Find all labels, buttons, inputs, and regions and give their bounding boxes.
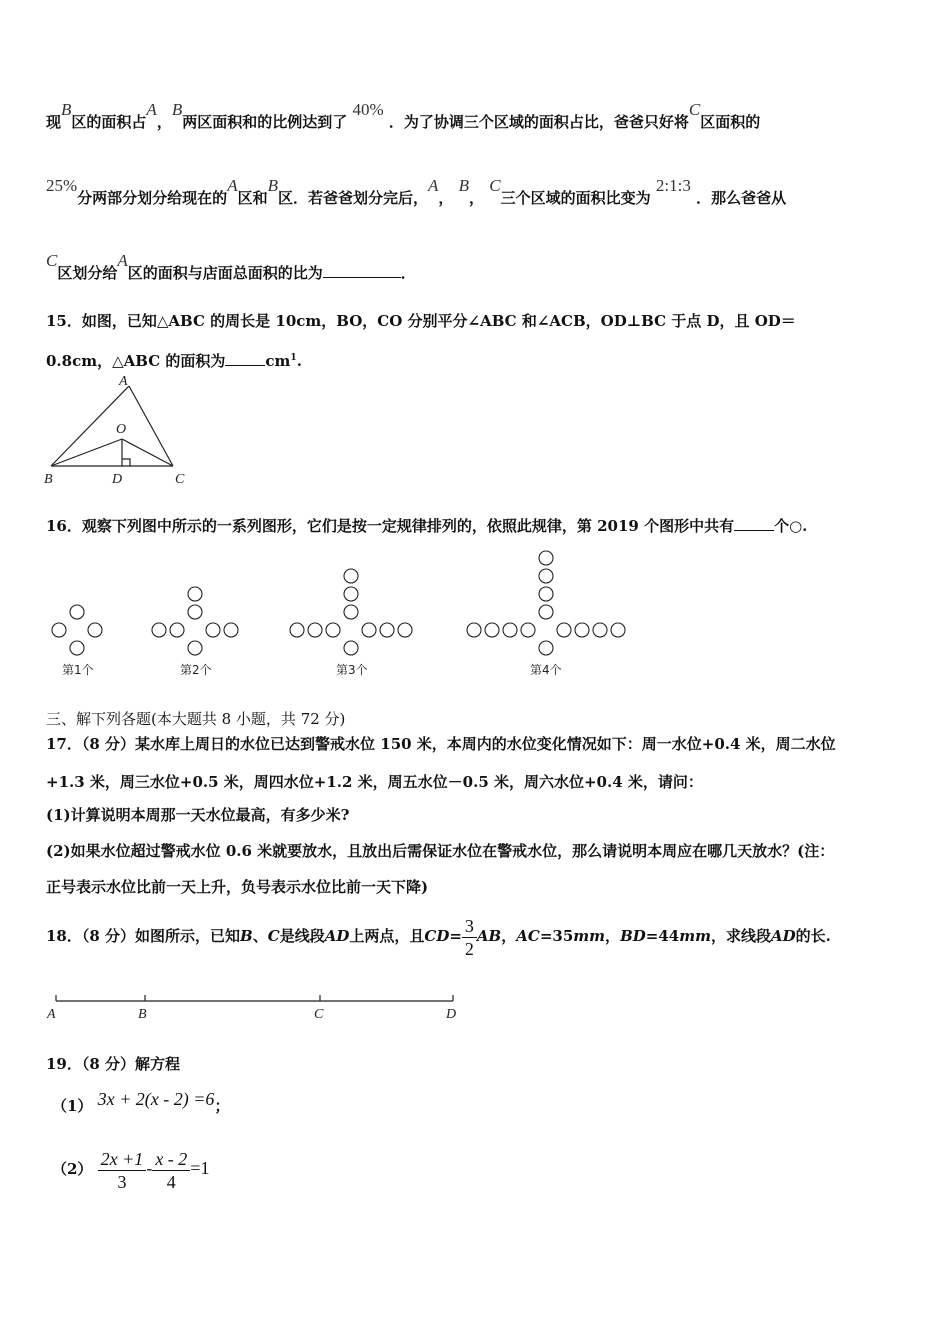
pattern-circle (188, 587, 202, 601)
segment-figure (42, 988, 472, 1028)
pattern-circle (170, 623, 184, 637)
pattern-circle (575, 623, 589, 637)
right-angle-mark (122, 459, 130, 466)
pattern-circle (485, 623, 499, 637)
pattern-circle (557, 623, 571, 637)
pattern-circle (224, 623, 238, 637)
triangle-figure (40, 375, 200, 490)
pattern-circle (52, 623, 66, 637)
pattern-circle (70, 641, 84, 655)
label-seg-a: A (47, 1007, 56, 1022)
pattern-circle (539, 641, 553, 655)
circle-pattern-figure (40, 540, 640, 685)
caption-2: 第2个 (180, 663, 212, 677)
p17-line-4: (2)如果水位超过警戒水位 0.6 米就要放水，且放出后需保证水位在警戒水位，那么请说明本周应在哪几天放水？(注： (46, 842, 835, 860)
p15-line-2: 0.8cm，△ABC 的面积为 $cm^1$. (46, 352, 302, 370)
p19-title: 19．（8 分）解方程 (46, 1055, 181, 1073)
caption-1: 第1个 (62, 663, 94, 677)
pattern-circle (398, 623, 412, 637)
pattern-circle (521, 623, 535, 637)
p19-eq1: （1） 3x + 2(x - 2) =6； (52, 1089, 230, 1115)
answer-blank-14 (323, 263, 401, 278)
p14-line-3: C区划分给A区的面积与店面总面积的比为 ． (46, 251, 416, 282)
pattern-circle (152, 623, 166, 637)
pattern-circle (539, 587, 553, 601)
p19-eq2: （2） $\frac{2x +1}{3}$ - $\frac{x - 2}{4}$ =1 (52, 1148, 210, 1192)
p18-line: 18．（8 分）如图所示，已知B、C是线段AD上两点，且CD= $\frac{3}{2}$ AB，AC=35mm，BD=44mm，求线段AD的长. (46, 915, 831, 959)
p17-line-1: 17．（8 分）某水库上周日的水位已达到警戒水位 150 米，本周内的水位变化情况如下：周一水位+0.4 米，周二水位 (46, 735, 836, 753)
pattern-circle (539, 605, 553, 619)
p16-line-1: 16．观察下列图中所示的一系列图形，它们是按一定规律排列的，依照此规律，第 2019 个图形中共有 个○. (46, 517, 808, 535)
pattern-circle (290, 623, 304, 637)
answer-blank-16 (734, 516, 774, 531)
label-b: B (44, 472, 53, 487)
label-seg-b: B (138, 1007, 147, 1022)
pattern-circle (88, 623, 102, 637)
pattern-circle (362, 623, 376, 637)
label-o: O (116, 422, 127, 437)
label-d: D (112, 472, 123, 487)
label-a: A (119, 375, 128, 389)
caption-3: 第3个 (336, 663, 368, 677)
p17-line-5: 正号表示水位比前一天上升，负号表示水位比前一天下降) (46, 878, 429, 896)
pattern-circle (539, 569, 553, 583)
pattern-circle (467, 623, 481, 637)
pattern-circle (188, 641, 202, 655)
p14-line-1: 现B区的面积占A，B两区面积和的比例达到了 40% ．为了协调三个区域的面积占比，爸爸只好将C区面积的 (46, 100, 761, 131)
label-seg-c: C (314, 1007, 324, 1022)
p14-line-2: 25%分两部分划分给现在的A区和B区．若爸爸划分完后，A， B， C三个区域的面积比变为 2:1:3 ．那么爸爸从 (46, 176, 787, 207)
pattern-circle (344, 587, 358, 601)
fraction-x2-4: $\frac{x - 2}{4}$ (152, 1148, 190, 1193)
p17-line-3: (1)计算说明本周那一天水位最高，有多少米? (46, 806, 350, 824)
label-c: C (175, 472, 185, 487)
pattern-circle (344, 569, 358, 583)
p17-line-2: +1.3 米，周三水位+0.5 米，周四水位+1.2 米，周五水位－0.5 米，周六水位+0.4 米，请问： (46, 773, 703, 791)
pattern-circle (593, 623, 607, 637)
pattern-circle (380, 623, 394, 637)
pattern-circle (188, 605, 202, 619)
pattern-circle (611, 623, 625, 637)
p15-line-1: 15．如图，已知△ABC 的周长是 10cm，BO，CO 分别平分∠ABC 和∠ACB，OD⊥BC 于点 D，且 OD＝ (46, 312, 796, 330)
pattern-circle (326, 623, 340, 637)
pattern-circle (344, 605, 358, 619)
pattern-circle (344, 641, 358, 655)
pattern-circle (503, 623, 517, 637)
section-3-heading: 三、解下列各题(本大题共 8 小题，共 72 分) (46, 710, 346, 728)
pattern-circle (206, 623, 220, 637)
bisector-bo (51, 439, 122, 466)
caption-4: 第4个 (530, 663, 562, 677)
fraction-2x1-3: $\frac{2x +1}{3}$ (98, 1148, 147, 1193)
answer-blank-15 (225, 351, 265, 366)
fraction-3-2: $\frac{3}{2}$ (462, 915, 477, 960)
pattern-circle (539, 551, 553, 565)
pattern-circle (70, 605, 84, 619)
pattern-circle (308, 623, 322, 637)
label-seg-d: D (446, 1007, 457, 1022)
